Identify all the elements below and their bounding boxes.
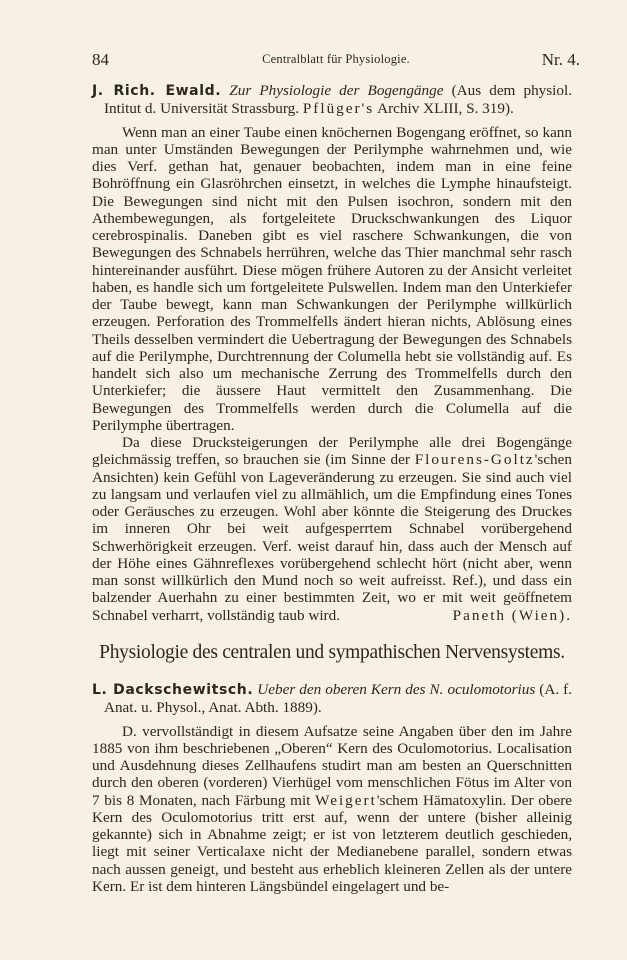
entry-title: Zur Physiologie der Bogengänge bbox=[229, 82, 444, 99]
entry-source: (A. f. Anat. u. Physol., Anat. Abth. 1889). bbox=[104, 681, 572, 717]
reviewer-signature: Paneth (Wien). bbox=[452, 606, 572, 624]
paragraph-text: 'schem Hämatoxylin. Der obere Kern des Oculomotorius tritt erst auf, wenn der untere (bisher alleinig gekannte) sich in Abnahme zeigt; er ist von letzterem deutlich geschieden, liegt mit seiner Verticalaxe nicht der Medianebene parallel, sondern etwas nach aussen geneigt, und besteht aus erheblich kleineren Zellen als der untere Kern. Er ist dem hinteren Längsbündel eingelagert und be- bbox=[92, 791, 572, 895]
abstract-paragraph bbox=[92, 723, 572, 896]
paragraph-text: Da diese Drucksteigerungen der Perilymphe alle drei Bogengänge gleichmässig treffen, so brauchen sie (im Sinne der bbox=[92, 434, 572, 469]
abstract-paragraph: Wenn man an einer Taube einen knöchernen Bogengang eröffnet, so kann man unter Umständen Bewegungen der Perilymphe wahrnehmen und, wie dies Verf. gethan hat, genauer beobachten, indem man in eine feine Bohröffnung ein Glasröhrchen einsetzt, in welches die Lymphe hinaufsteigt. Die Bewegungen sind nicht mit den Pulsen isochron, sondern mit den Athembewegungen, als fortgeleitete Druckschwankungen des Liquor cerebrospinalis. Daneben gibt es viel raschere Schwankungen, die von Bewegungen des Schnabels herrühren, welche das Thier manchmal sehr rasch hintereinander ausführt. Diese mögen frühere Autoren zu der Ansicht verleitet haben, es handle sich um fortgeleitete Pulswellen. Indem man den Unterkiefer der Taube bewegt, kann man Schwankungen der Perilymphe willkürlich erzeugen. Perforation des Trommelfells ändert hieran nichts, Ablösung eines Theils desselben vermindert die Uebertragung der Bewegungen des Schnabels auf die Perilymphe, Durchtrennung der Columella hebt sie vollständig auf. Es handelt sich also um mechanische Zerrung des Trommelfells durch den Unterkiefer; die äussere Haut vermittelt den Zusammenhang. Die Bewegungen des Trommelfells werden durch die Columella auf die Perilymphe übertragen. bbox=[92, 123, 572, 434]
entry-source-author: Pflüger's bbox=[302, 100, 375, 118]
entry-title: Ueber den oberen Kern des N. oculomotorius bbox=[257, 681, 536, 698]
abstract-paragraph bbox=[92, 434, 572, 624]
entry-ewald-citation bbox=[92, 82, 572, 118]
entry-source: (Aus dem physiol. Intitut d. Universität Strassburg. bbox=[104, 82, 573, 118]
issue-number: Nr. 4. bbox=[541, 50, 580, 69]
entry-dackschewitsch-citation bbox=[92, 681, 572, 717]
page-number: 84 bbox=[92, 50, 109, 69]
paragraph-text: D. vervollständigt in diesem Aufsatze seine Angaben über den im Jahre 1885 von ihm beschriebenen „Oberen“ Kern des Oculomotorius. Localisation und Ausdehnung dieses Zellhaufens studirt man am besten an Querschnitten durch den oberen (vorderen) Vierhügel vom menschlichen Fötus im Alter von 7 bis 8 Monaten, nach Färbung mit bbox=[92, 722, 572, 809]
entry-author: J. Rich. Ewald. bbox=[92, 83, 222, 99]
entry-source-end: Archiv XLIII, S. 319). bbox=[374, 100, 514, 118]
running-title: Centralblatt für Physiologie. bbox=[262, 52, 410, 66]
paragraph-text: 'schen Ansichten) kein Gefühl von Lageveränderung zu erzeugen. Sie sind auch viel zu langsam und verlaufen viel zu allmählich, um die Empfindung eines Tones oder Geräusches zu erzeugen. Wohl aber könnte die Steigerung des Druckes im inneren Ohr bei weit aufgesperrtem Schnabel vorübergehend Schwerhörigkeit erzeugen. Verf. weist darauf hin, dass auch der Mensch auf der Höhe eines Gähnreflexes vorübergehend schlecht hört (nicht aber, wenn man sonst willkürlich den Mund noch so weit aufreisst. Ref.), und dass ein balzender Auerhahn zu einer bestimmten Zeit, wo er mit weit geöffnetem Schnabel verharrt, vollständig taub wird. bbox=[92, 451, 572, 624]
section-heading: Physiologie des centralen und sympathischen Nervensystems. bbox=[99, 641, 565, 663]
entry-author: L. Dackschewitsch. bbox=[92, 682, 254, 698]
page-header bbox=[92, 50, 580, 72]
spaced-name: Flourens-Goltz bbox=[414, 451, 535, 469]
page-body bbox=[92, 82, 572, 895]
spaced-name: Weigert bbox=[315, 791, 377, 809]
